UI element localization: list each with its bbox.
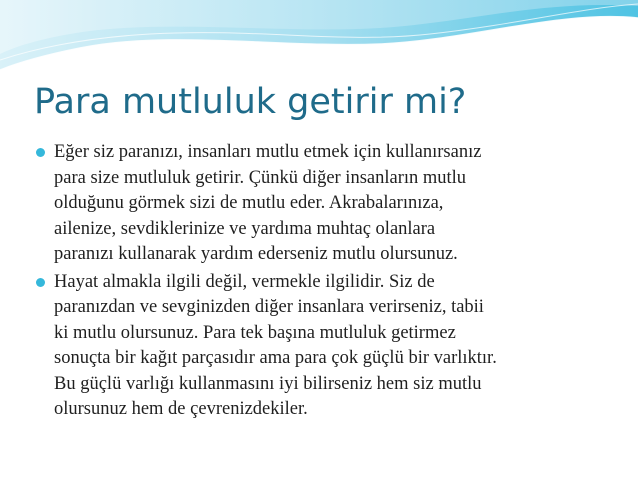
bullet-point-icon [36, 278, 45, 287]
bullet-line: paranızı kullanarak yardım ederseniz mutlu olursunuz. [54, 244, 458, 264]
bullet-line: olursunuz hem de çevrenizdekiler. [54, 399, 308, 419]
bullet-line: paranızdan ve sevginizden diğer insanlara verirseniz, tabii [54, 297, 484, 317]
bullet-item [34, 270, 634, 423]
bullet-line: ki mutlu olursunuz. Para tek başına mutluluk getirmez [54, 322, 456, 343]
bullet-line: ailenize, sevdiklerinize ve yardıma muhtaç olanlara [54, 218, 436, 239]
bullet-line: sonuçta bir kağıt parçasıdır ama para çok güçlü bir varlıktır. [54, 348, 497, 368]
bullet-list [34, 140, 634, 425]
bullet-line: olduğunu görmek sizi de mutlu eder. Akrabalarınıza, [54, 193, 444, 213]
bullet-item [34, 140, 634, 268]
bullet-line: Hayat almakla ilgili değil, vermekle ilgilidir. Siz de [54, 271, 435, 292]
bullet-line: Eğer siz paranızı, insanları mutlu etmek için kullanırsanız [54, 142, 482, 162]
slide-title: Para mutluluk getirir mi? [34, 82, 467, 122]
bullet-line: para size mutluluk getirir. Çünkü diğer insanların mutlu [54, 167, 467, 188]
header-wave-decoration [0, 0, 638, 80]
bullet-point-icon [36, 148, 45, 157]
bullet-line: Bu güçlü varlığı kullanmasını iyi bilirseniz hem siz mutlu [54, 373, 482, 394]
